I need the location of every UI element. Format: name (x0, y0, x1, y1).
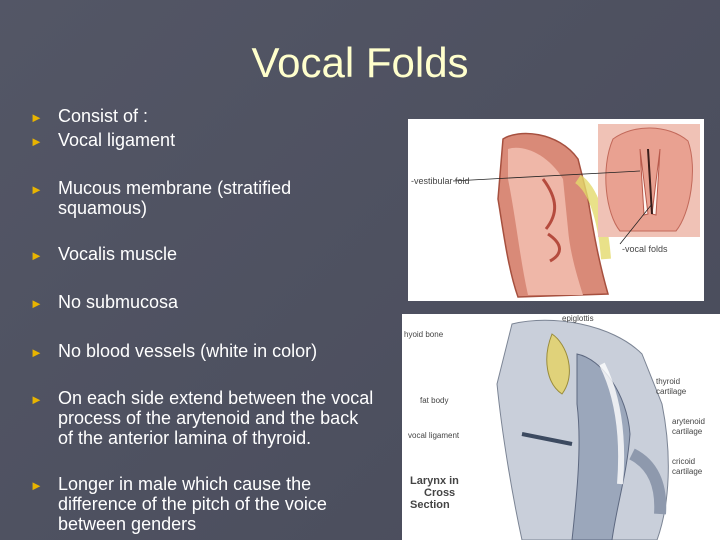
bullet-text: On each side extend between the vocal process of the arytenoid and the back of the anterior lamina of thyroid. (58, 388, 374, 448)
bullet-arrow-icon: ► (30, 345, 43, 360)
label-hyoid-bone: hyoid bone (404, 330, 444, 339)
bullet-arrow-icon: ► (30, 478, 43, 493)
bullet-text: Mucous membrane (stratified squamous) (58, 178, 292, 218)
label-cricoid-cartilage: cricoid cartilage (672, 457, 703, 476)
figure-caption: Larynx in Cross Section (410, 475, 459, 511)
bullet-text: Longer in male which cause the difference of the pitch of the voice between genders (58, 474, 327, 534)
label-thyroid-cartilage: thyroid cartilage (656, 377, 687, 396)
label-arytenoid-cartilage: arytenoid cartilage (672, 417, 705, 436)
bullet-text: No blood vessels (white in color) (58, 341, 318, 361)
bullet-arrow-icon: ► (30, 134, 43, 149)
bullet-text: No submucosa (58, 292, 179, 312)
bullet-text: Consist of : (58, 106, 149, 126)
bullet-arrow-icon: ► (30, 110, 43, 125)
bullet-arrow-icon: ► (30, 248, 43, 263)
bullet-text: Vocal ligament (58, 130, 176, 150)
larynx-cross-section-illustration (402, 314, 720, 540)
vocal-folds-illustration (408, 119, 704, 301)
larynx-cross-section-drawing (402, 314, 720, 540)
label-epiglottis: epiglottis (562, 314, 594, 323)
bullet-arrow-icon: ► (30, 182, 43, 197)
label-vestibular-fold: -vestibular fold (411, 176, 470, 186)
label-vocal-folds: -vocal folds (622, 244, 668, 254)
bullet-arrow-icon: ► (30, 296, 43, 311)
bullet-text: Vocalis muscle (58, 244, 178, 264)
bullet-arrow-icon: ► (30, 392, 43, 407)
vocal-folds-drawing (408, 119, 704, 301)
slide-title: Vocal Folds (251, 39, 469, 86)
label-vocal-ligament: vocal ligament (408, 431, 460, 440)
label-fat-body: fat body (420, 396, 449, 405)
